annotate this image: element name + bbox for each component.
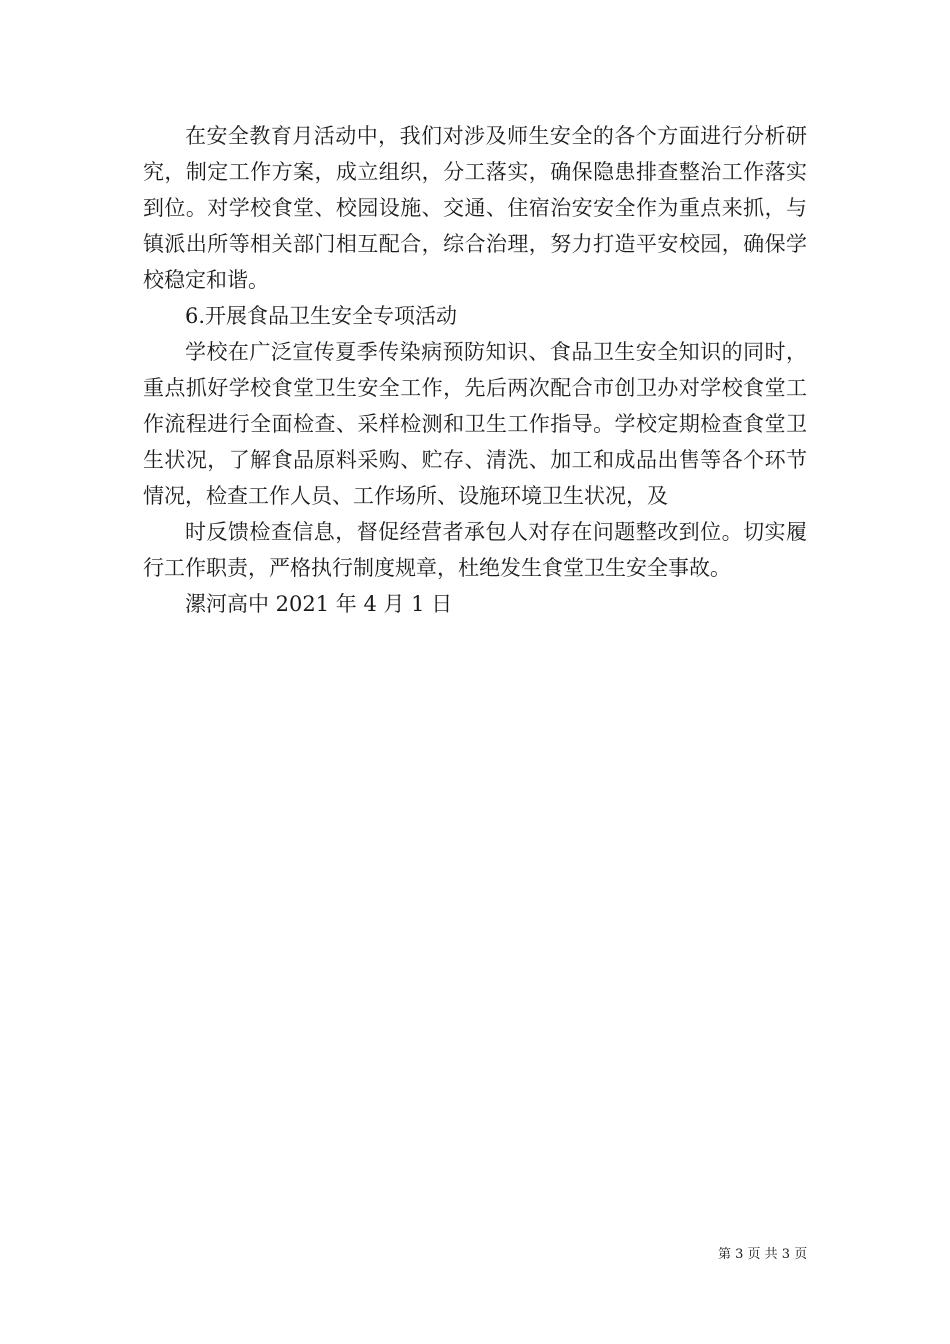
paragraph-safety-month: 在安全教育月活动中，我们对涉及师生安全的各个方面进行分析研究，制定工作方案，成立组织，分工落实，确保隐患排查整治工作落实到位。对学校食堂、校园设施、交通、住宿治安安全作为重点来抓，与镇派出所等相关部门相互配合，综合治理，努力打造平安校园，确保学校稳定和谐。 [143,124,807,292]
signature-date: 漯河高中 2021 年 4 月 1 日 [185,592,453,616]
paragraph-feedback: 时反馈检查信息，督促经营者承包人对存在问题整改到位。切实履行工作职责，严格执行制度规章，杜绝发生食堂卫生安全事故。 [143,520,807,580]
section-heading-food-safety: 6.开展食品卫生安全专项活动 [185,304,458,328]
paragraph-food-safety: 学校在广泛宣传夏季传染病预防知识、食品卫生安全知识的同时，重点抓好学校食堂卫生安全工作，先后两次配合市创卫办对学校食堂工作流程进行全面检查、采样检测和卫生工作指导。学校定期检查食堂卫生状况，了解食品原料采购、贮存、清洗、加工和成品出售等各个环节情况，检查工作人员、工作场所、设施环境卫生状况，及 [143,340,807,508]
page-number-footer: 第 3 页 共 3 页 [718,1247,808,1262]
document-body [143,118,807,622]
